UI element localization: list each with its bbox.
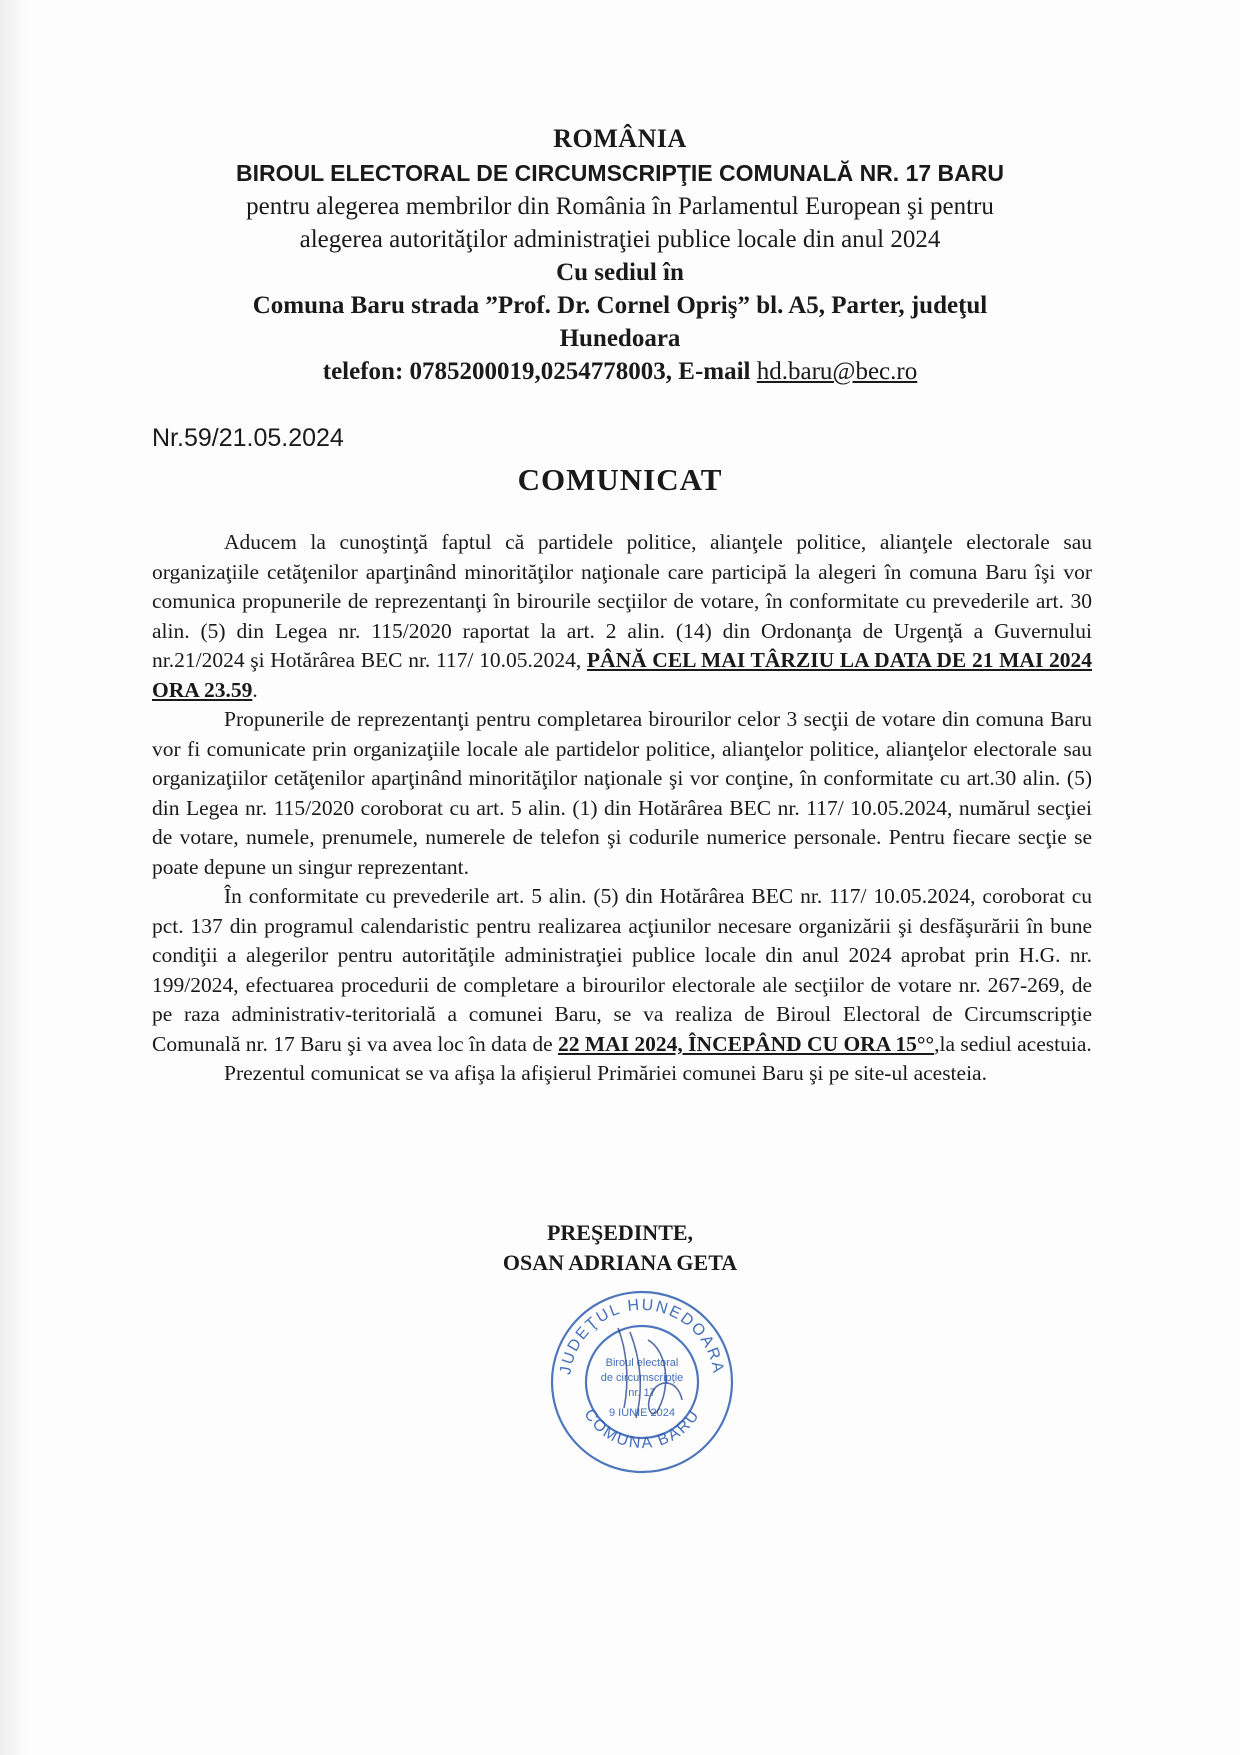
deadline-highlight: PÂNĂ CEL MAI TÂRZIU LA DATA DE 21 MAI 2024 ORA 23.59: [152, 648, 1092, 702]
official-stamp: [548, 1288, 736, 1476]
document-title: COMUNICAT: [517, 462, 723, 497]
purpose-line-1: pentru alegerea membrilor din România în Parlamentul European şi pentru: [246, 193, 994, 220]
contact-phones: telefon: 0785200019,0254778003, E-mail: [322, 358, 757, 385]
paragraph-2: Propunerile de reprezentanţi pentru completarea birourilor celor 3 secţii de votare din comuna Baru vor fi comunicate prin organizaţiile locale ale partidelor politice, alianţelor politice, alianţelor electorale sau organizaţiilor cetăţenilor aparţinând minorităţilor naţionale şi vor conţine, în conformitate cu art.30 alin. (5) din Legea nr. 115/2020 coroborat cu art. 5 alin. (1) din Hotărârea BEC nr. 117/ 10.05.2024, numărul secţiei de votare, numele, prenumele, numerele de telefon şi codurile numerice personale. Pentru fiecare secţie se poate depune un singur reprezentant.: [152, 707, 1092, 879]
stamp-line-3: nr. 17: [628, 1387, 656, 1399]
office-heading: BIROUL ELECTORAL DE CIRCUMSCRIPŢIE COMUNALĂ NR. 17 BARU: [236, 160, 1004, 186]
stamp-line-1: Biroul electoral: [605, 1357, 679, 1369]
signature-block: [470, 1218, 770, 1278]
stamp-top-text: JUDEŢUL HUNEDOARA: [557, 1296, 727, 1376]
paragraph-3-text: În conformitate cu prevederile art. 5 alin. (5) din Hotărârea BEC nr. 117/ 10.05.2024, coroborat cu pct. 137 din programul calendaristic pentru realizarea acţiunilor necesare organizării şi desfăşurării în bune condiţii a alegerilor pentru autorităţile administraţiei publice locale din anul 2024 aprobat prin H.G. nr. 199/2024, efectuarea procedurii de completare a birourilor electorale ale secţiilor de votare nr. 267-269, de pe raza administrativ-teritorială a comunei Baru, se va realiza de Biroul Electoral de Circumscripţie Comunală nr. 17 Baru şi va avea loc în data de: [152, 884, 1092, 1056]
paragraph-3: [152, 882, 1092, 1059]
meeting-datetime-highlight: 22 MAI 2024, ÎNCEPÂND CU ORA 15°°: [558, 1031, 935, 1056]
paragraph-3-end: ,la sediul acestuia.: [934, 1031, 1092, 1056]
signatory-role: PREŞEDINTE,: [546, 1220, 694, 1245]
address-line-1: Comuna Baru strada ”Prof. Dr. Cornel Opriş” bl. A5, Parter, judeţul: [252, 292, 988, 319]
document-number: Nr.59/21.05.2024: [152, 424, 344, 452]
paragraph-1: [152, 528, 1092, 705]
stamp-bottom-text: COMUNA BARU: [580, 1406, 704, 1453]
seat-label: Cu sediul în: [556, 259, 684, 286]
address-line-2: Hunedoara: [559, 325, 681, 352]
paragraph-4: Prezentul comunicat se va afişa la afişierul Primăriei comunei Baru şi pe site-ul acesteia.: [224, 1061, 987, 1085]
scan-edge-shadow: [0, 0, 28, 1755]
document-body: [152, 528, 1092, 1089]
email-link[interactable]: hd.baru@bec.ro: [756, 358, 918, 385]
country-heading: ROMÂNIA: [553, 124, 687, 153]
paragraph-1-text: Aducem la cunoştinţă faptul că partidele politice, alianţele politice, alianţele electorale sau organizaţiile cetăţenilor aparţinând minorităţilor naţionale care participă la alegeri în comuna Baru îşi vor comunica propunerile de reprezentanţi în birourile secţiilor de votare, în conformitate cu prevederile art. 30 alin. (5) din Legea nr. 115/2020 raportat la art. 2 alin. (14) din Ordonanţa de Urgenţă a Guvernului nr.21/2024 şi Hotărârea BEC nr. 117/ 10.05.2024,: [152, 530, 1092, 672]
signatory-name: OSAN ADRIANA GETA: [502, 1250, 738, 1275]
stamp-line-2: de circumscripţie: [600, 1372, 684, 1384]
purpose-line-2: alegerea autorităţilor administraţiei publice locale din anul 2024: [299, 226, 941, 253]
stamp-date: 9 IUNIE 2024: [608, 1407, 676, 1419]
paragraph-1-end: .: [252, 677, 258, 702]
letterhead: [140, 122, 1100, 389]
contact-line: [140, 355, 1100, 389]
